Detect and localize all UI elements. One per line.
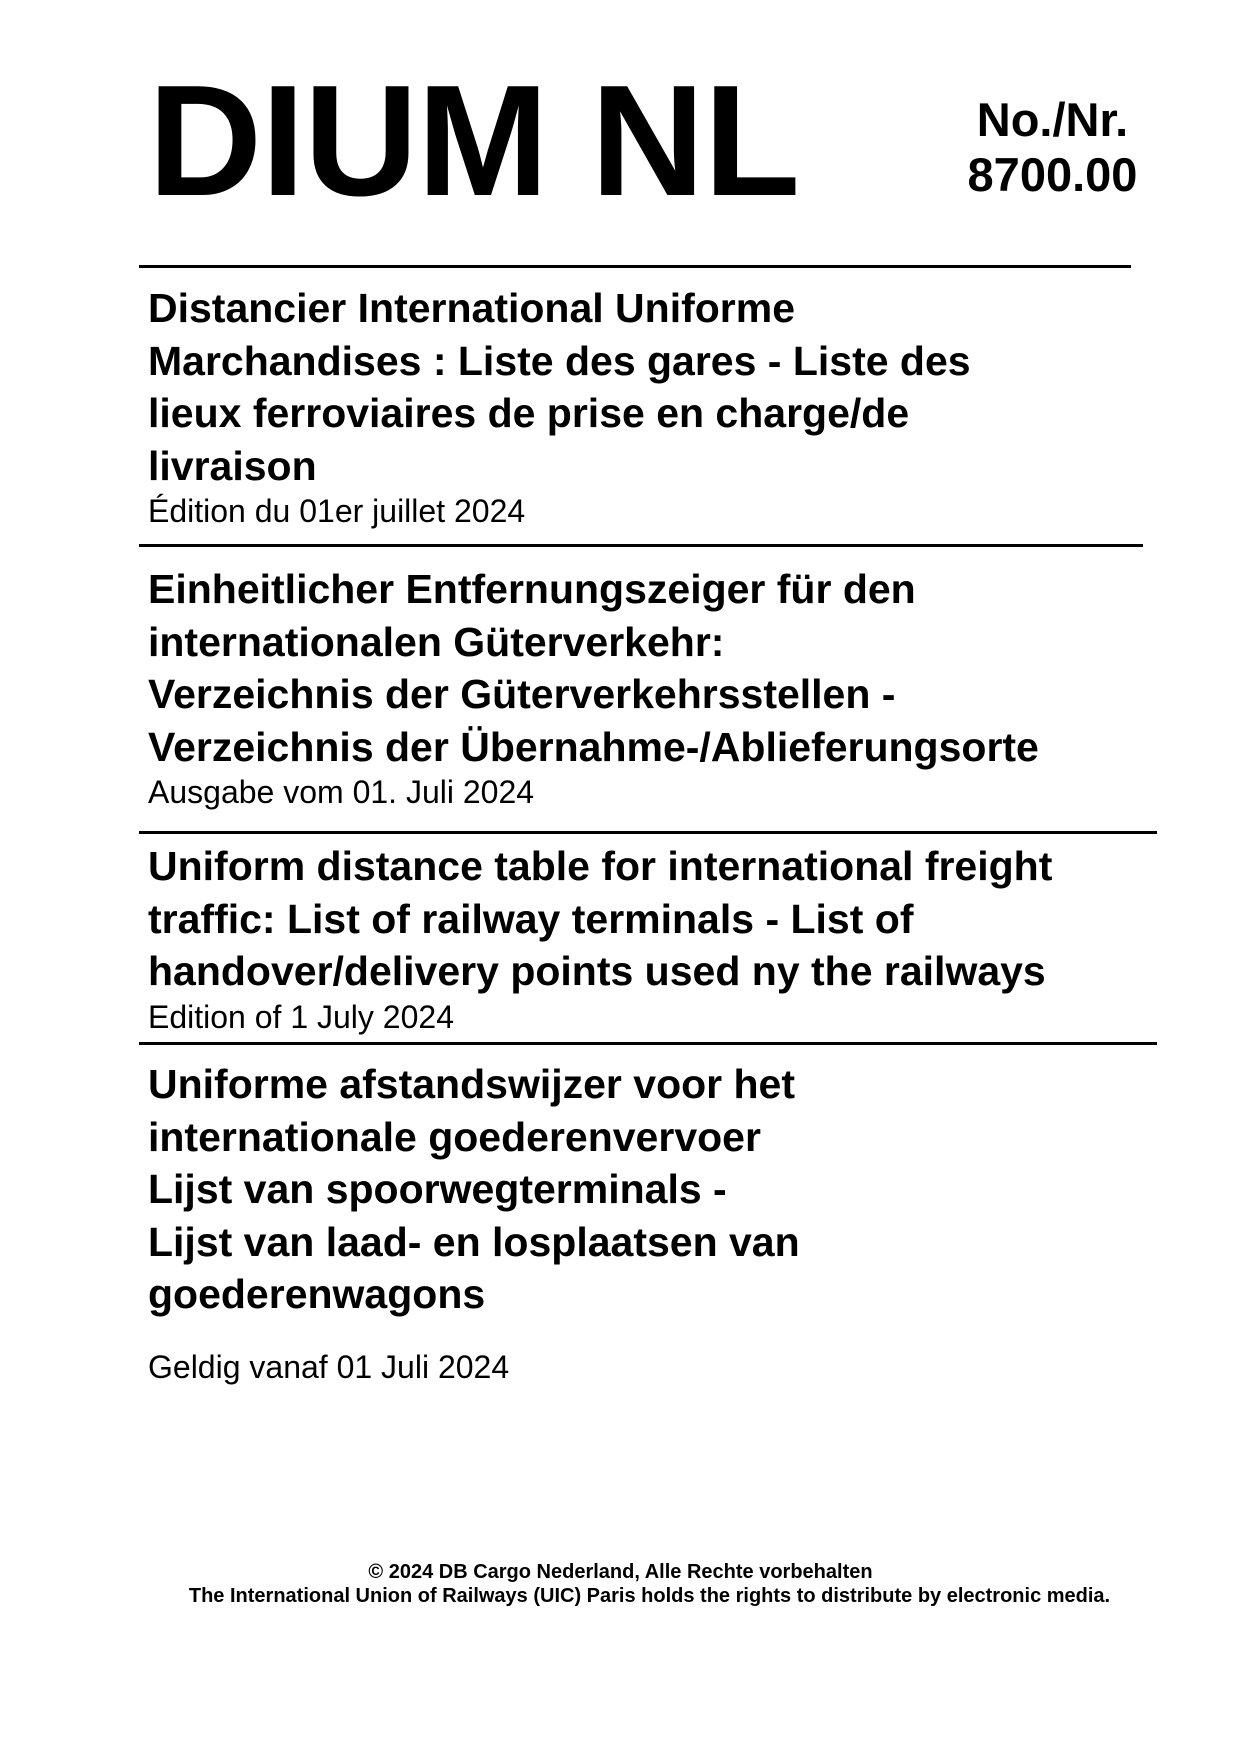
section-german [148,563,1208,811]
section-german-heading-line: Einheitlicher Entfernungszeiger für den [148,566,916,612]
section-english-heading-line: handover/delivery points used ny the railways [148,948,1046,994]
section-dutch [148,1058,1208,1321]
section-english-heading-line: traffic: List of railway terminals - List of [148,895,914,942]
section-french-heading-line: Marchandises : Liste des gares - Liste des [148,337,971,384]
section-german-heading-line: Verzeichnis der Übernahme-/Ablieferungsorte [148,723,1039,770]
section-english-heading-line: Uniform distance table for international freight [148,843,1053,889]
section-dutch-heading-line: Lijst van spoorwegterminals - [148,1166,727,1212]
section-french-edition: Édition du 01er juillet 2024 [148,493,526,529]
section-german-edition: Ausgabe vom 01. Juli 2024 [148,774,535,810]
section-french-heading-line: Distancier International Uniforme [148,285,796,331]
section-english-edition: Edition of 1 July 2024 [148,998,454,1035]
document-title: DIUM NL [148,53,800,229]
divider-german-english [139,831,1157,834]
document-number-value: 8700.00 [967,148,1138,201]
document-number-block [960,92,1145,202]
section-english [148,840,1208,1036]
document-number-label: No./Nr. [976,93,1129,146]
section-dutch-heading-line: goederenwagons [148,1271,486,1317]
section-dutch-edition: Geldig vanaf 01 Juli 2024 [148,1349,510,1385]
divider-english-dutch [139,1042,1157,1045]
section-dutch-heading-line: Uniforme afstandswijzer voor het [148,1061,796,1107]
footer-rights-notice: The International Union of Railways (UIC) Paris holds the rights to distribute by electronic media. [188,1585,1111,1607]
section-french-heading-line: livraison [148,442,317,489]
section-german-heading-line: Verzeichnis der Güterverkehrsstellen - [148,671,896,717]
section-german-heading-line: internationalen Güterverkehr: [148,618,725,665]
section-dutch-heading-line: Lijst van laad- en losplaatsen van [148,1218,800,1265]
footer-copyright: © 2024 DB Cargo Nederland, Alle Rechte vorbehalten [368,1561,873,1583]
footer [0,1560,1241,1608]
section-french-heading-line: lieux ferroviaires de prise en charge/de [148,390,910,436]
divider-french-german [139,544,1143,547]
section-french [148,282,1208,530]
section-dutch-heading-line: internationale goederenvervoer [148,1113,761,1160]
divider-top [139,265,1131,268]
